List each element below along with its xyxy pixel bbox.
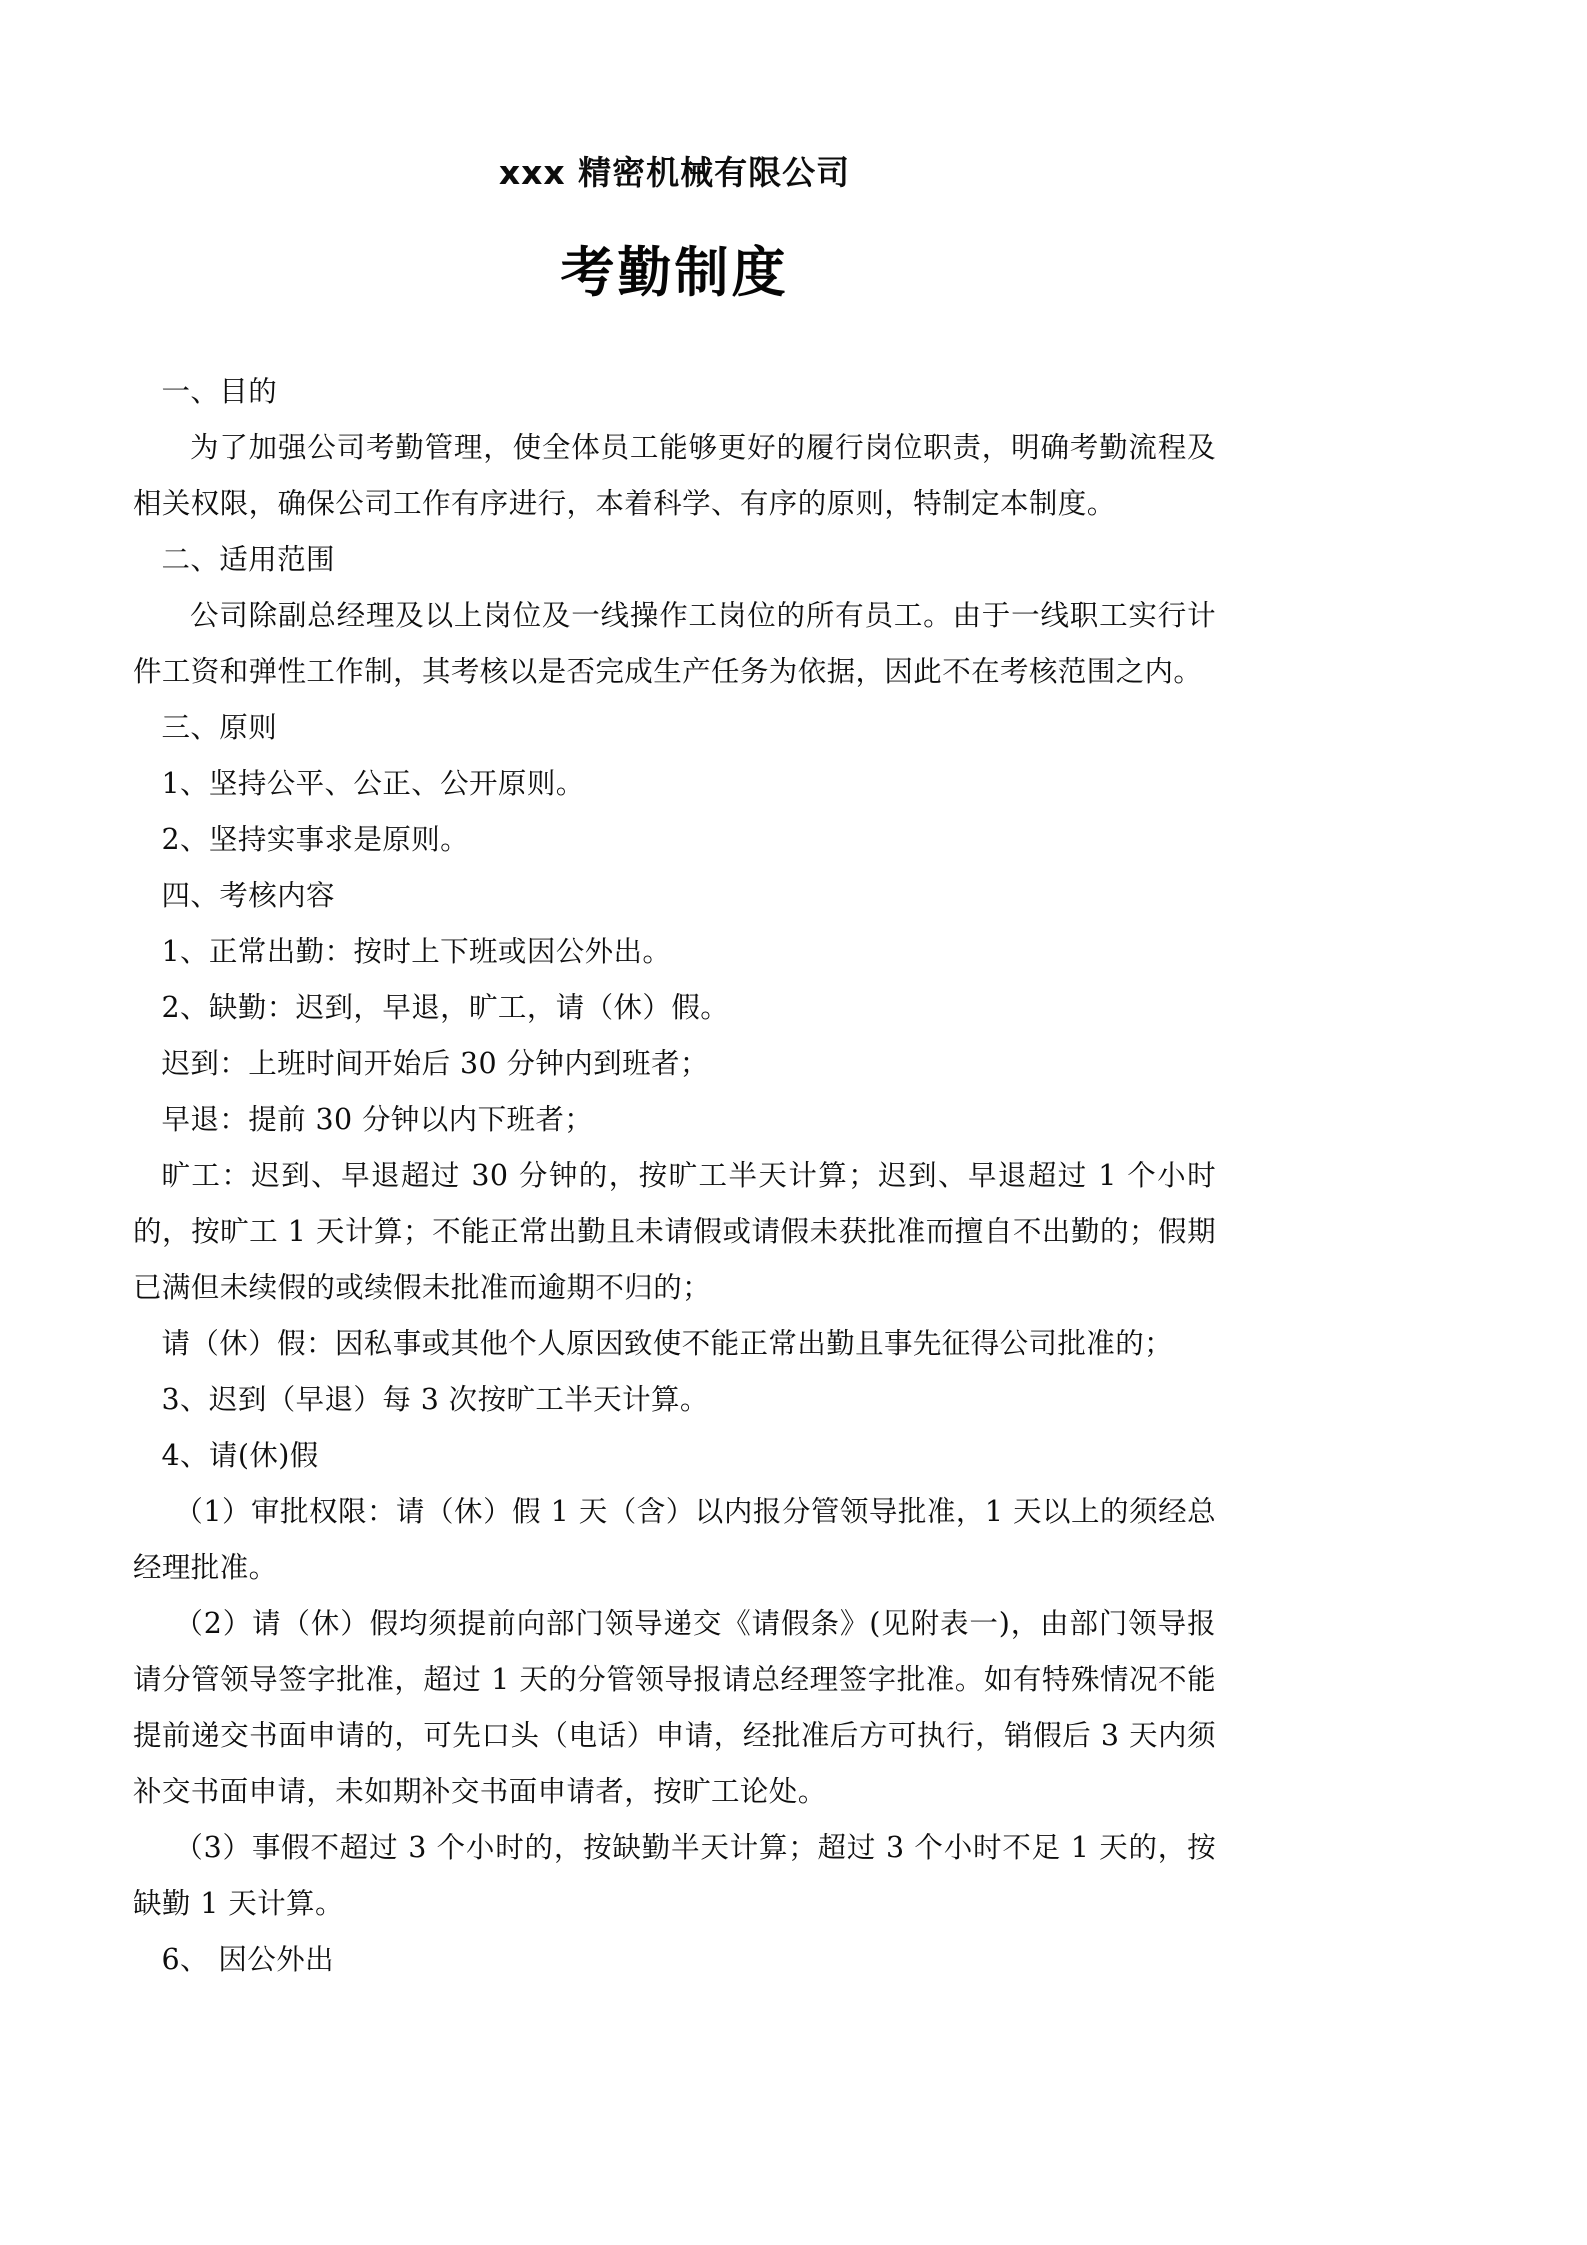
paragraph-scope-body: 公司除副总经理及以上岗位及一线操作工岗位的所有员工。由于一线职工实行计件工资和弹性工作制，其考核以是否完成生产任务为依据，因此不在考核范围之内。 — [133, 599, 1216, 689]
list-item-leave-approval-authority: （1）审批权限：请（休）假 1 天（含）以内报分管领导批准，1 天以上的须经总经理批准。 — [133, 1495, 1216, 1585]
document-title: 考勤制度 — [560, 240, 789, 304]
list-item-absence: 2、缺勤：迟到，早退，旷工，请（休）假。 — [161, 991, 730, 1025]
list-item-late-rule: 3、迟到（早退）每 3 次按旷工半天计算。 — [161, 1383, 709, 1417]
list-item-principle-2: 2、坚持实事求是原则。 — [161, 823, 470, 857]
company-name-heading: xxx 精密机械有限公司 — [498, 153, 851, 192]
list-item-leave-application-process: （2）请（休）假均须提前向部门领导递交《请假条》(见附表一)，由部门领导报请分管领导签字批准，超过 1 天的分管领导报请总经理签字批准。如有特殊情况不能提前递交书面申请的，可先口头（电话）申请，经批准后方可执行，销假后 3 天内须补交书面申请，未如期补交书面申请者，按旷工论处。 — [133, 1607, 1216, 1809]
definition-late: 迟到：上班时间开始后 30 分钟内到班者； — [161, 1047, 709, 1081]
definition-leave: 请（休）假：因私事或其他个人原因致使不能正常出勤且事先征得公司批准的； — [161, 1327, 1174, 1361]
list-item-principle-1: 1、坚持公平、公正、公开原则。 — [161, 767, 585, 801]
section-heading-principles: 三、原则 — [161, 711, 278, 745]
section-heading-scope: 二、适用范围 — [161, 543, 335, 577]
section-heading-purpose: 一、目的 — [161, 375, 278, 409]
definition-early-leave: 早退：提前 30 分钟以内下班者； — [161, 1103, 594, 1137]
list-item-normal-attendance: 1、正常出勤：按时上下班或因公外出。 — [161, 935, 672, 969]
list-item-personal-leave-calculation: （3）事假不超过 3 个小时的，按缺勤半天计算；超过 3 个小时不足 1 天的，按缺勤 1 天计算。 — [133, 1831, 1216, 1921]
section-heading-assessment: 四、考核内容 — [161, 879, 335, 913]
document-content — [133, 0, 1216, 2245]
definition-absenteeism: 旷工：迟到、早退超过 30 分钟的，按旷工半天计算；迟到、早退超过 1 个小时的，按旷工 1 天计算；不能正常出勤且未请假或请假未获批准而擅自不出勤的；假期已满但未续假的或续假未批准而逾期不归的； — [133, 1159, 1216, 1305]
document-body — [133, 364, 1216, 1988]
list-item-leave-heading: 4、请(休)假 — [161, 1439, 319, 1473]
paragraph-purpose-body: 为了加强公司考勤管理，使全体员工能够更好的履行岗位职责，明确考勤流程及相关权限，确保公司工作有序进行，本着科学、有序的原则，特制定本制度。 — [133, 431, 1216, 521]
list-item-business-trip: 6、 因公外出 — [161, 1943, 334, 1977]
